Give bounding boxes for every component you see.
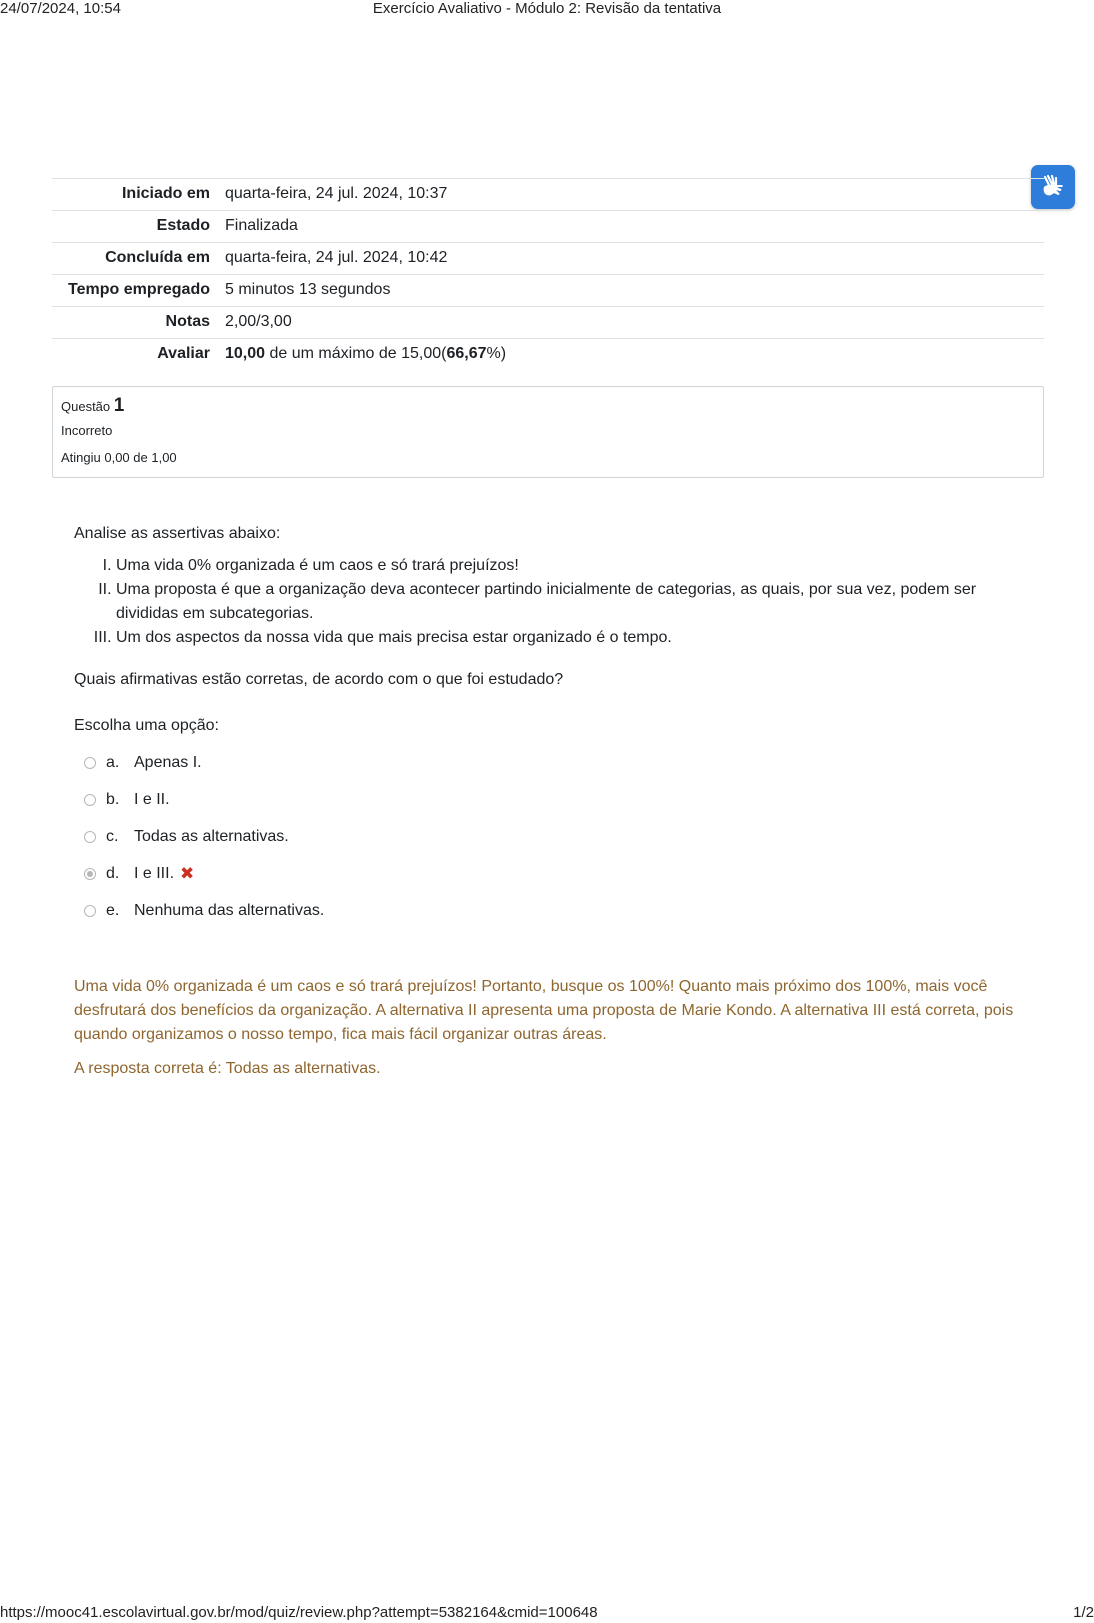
option-text: I e II. (134, 790, 170, 808)
summary-value: Finalizada (225, 217, 298, 234)
option-letter: e. (106, 901, 120, 919)
summary-value: 5 minutos 13 segundos (225, 281, 391, 298)
grade-percent-suffix: %) (486, 345, 507, 362)
summary-value: quarta-feira, 24 jul. 2024, 10:42 (225, 249, 448, 266)
summary-value: quarta-feira, 24 jul. 2024, 10:37 (225, 185, 448, 202)
radio-button-selected[interactable] (84, 868, 96, 880)
assertions-list (74, 554, 1034, 650)
print-datetime: 24/07/2024, 10:54 (0, 0, 121, 17)
summary-value (225, 339, 1044, 371)
general-feedback: Uma vida 0% organizada é um caos e só trará prejuízos! Portanto, busque os 100%! Quanto mais próximo dos 100%, mais você desfrutará dos benefícios da organização. A alternativa II apresenta uma proposta de Marie Kondo. A alternativa III está correta, pois quando organizamos o nosso tempo, fica mais fácil organizar outras áreas. (74, 978, 1014, 1043)
summary-label: Tempo empregado (68, 281, 210, 298)
answer-option-e[interactable] (74, 892, 1034, 929)
assertion-item: III. Um dos aspectos da nossa vida que mais precisa estar organizado é o tempo. (116, 626, 1034, 650)
option-text: Todas as alternativas. (134, 827, 289, 845)
radio-button[interactable] (84, 831, 96, 843)
summary-row-completed (52, 243, 1044, 275)
option-letter: d. (106, 864, 120, 882)
answer-option-a[interactable] (74, 744, 1034, 781)
page-number: 1/2 (1073, 1604, 1094, 1621)
question-number (61, 395, 1043, 417)
option-text: Nenhuma das alternativas. (134, 901, 325, 919)
attempt-summary-table (52, 178, 1044, 370)
question-text: Quais afirmativas estão corretas, de acordo com o que foi estudado? (74, 671, 564, 688)
grade-percent: 66,67 (446, 345, 487, 362)
summary-row-time-taken (52, 275, 1044, 307)
question-label: Questão (61, 399, 111, 414)
assertion-item: I. Uma vida 0% organizada é um caos e só trará prejuízos! (116, 554, 1034, 578)
summary-label: Iniciado em (121, 185, 210, 202)
right-answer: A resposta correta é: Todas as alternativas. (74, 1060, 381, 1077)
summary-row-state (52, 211, 1044, 243)
answer-option-d[interactable] (74, 855, 1034, 892)
answer-option-c[interactable] (74, 818, 1034, 855)
answer-option-b[interactable] (74, 781, 1034, 818)
question-grade: Atingiu 0,00 de 1,00 (61, 450, 177, 465)
assertion-item: II. Uma proposta é que a organização deva acontecer partindo inicialmente de categorias, as quais, por sua vez, podem ser divididas em subcategorias. (116, 578, 1034, 626)
answer-prompt: Escolha uma opção: (74, 717, 219, 734)
print-page-title: Exercício Avaliativo - Módulo 2: Revisão da tentativa (372, 0, 722, 17)
question-content (74, 522, 1034, 929)
answer-options (74, 744, 1034, 929)
option-letter: a. (106, 753, 120, 771)
grade-score: 10,00 (225, 345, 266, 362)
summary-value: 2,00/3,00 (225, 313, 292, 330)
question-state: Incorreto (61, 423, 113, 438)
summary-label: Concluída em (105, 249, 210, 266)
summary-label: Estado (156, 217, 210, 234)
question-number-value: 1 (113, 395, 125, 416)
summary-row-started (52, 179, 1044, 211)
print-footer (0, 1603, 1094, 1623)
radio-button[interactable] (84, 794, 96, 806)
feedback-panel (74, 975, 1014, 1081)
question-info-box (52, 386, 1044, 478)
summary-label: Avaliar (157, 345, 210, 362)
option-letter: b. (106, 790, 120, 808)
print-header (0, 0, 1094, 20)
option-text: Apenas I. (134, 753, 202, 771)
incorrect-x-icon: ✖ (180, 863, 195, 883)
option-letter: c. (106, 827, 119, 845)
grade-max: de um máximo de 15,00( (265, 345, 447, 362)
summary-row-grade (52, 339, 1044, 371)
option-text: I e III. (134, 864, 175, 882)
radio-button[interactable] (84, 905, 96, 917)
radio-button[interactable] (84, 757, 96, 769)
summary-label: Notas (165, 313, 210, 330)
question-intro: Analise as assertivas abaixo: (74, 525, 281, 542)
page-url: https://mooc41.escolavirtual.gov.br/mod/quiz/review.php?attempt=5382164&cmid=100648 (0, 1604, 598, 1621)
summary-row-marks (52, 307, 1044, 339)
